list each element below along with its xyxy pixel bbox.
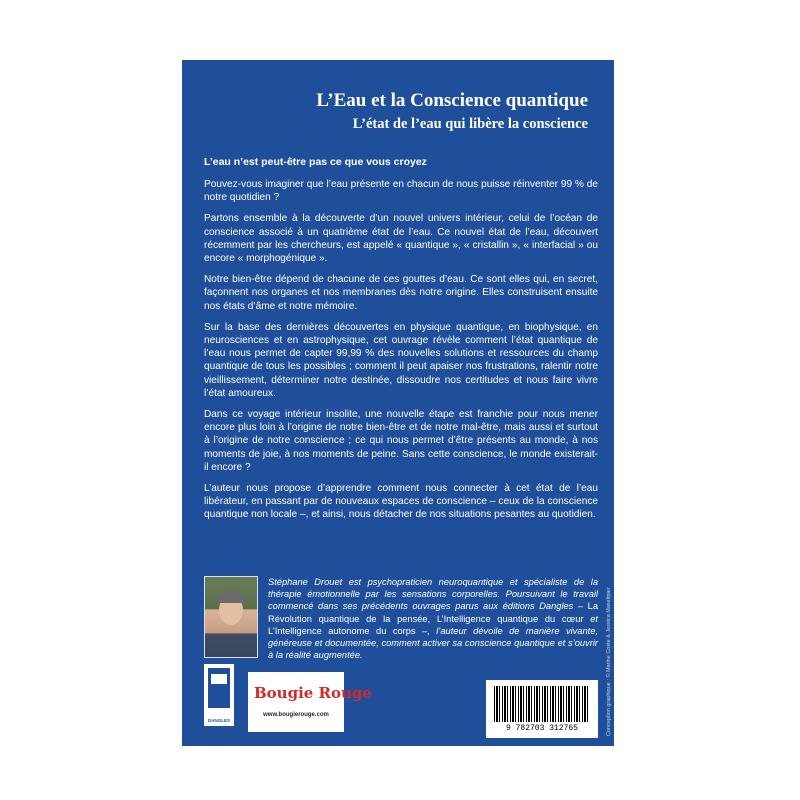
lead-heading: L’eau n’est peut-être pas ce que vous croyez	[204, 156, 427, 168]
paragraph: Dans ce voyage intérieur insolite, une nouvelle étape est franchie pour nous mener encore plus loin à l’origine de notre bien-être et de notre mal-être, mais aussi et surtout à l’origine de notre conscience ; ce qui nous permet d’être présents au monde, à nos moments de joie, à nos moments de peine. Sans cette conscience, le monde existerait-il encore ?	[204, 409, 598, 473]
paragraph: L’auteur nous propose d’apprendre comment nous connecter à cet état de l’eau libérateur, en passant par de nouveaux espaces de conscience – ceux de la conscience quantique non locale –, et ainsi, nous détacher de nos situations pesantes au quotidien.	[204, 483, 598, 521]
paragraph: Partons ensemble à la découverte d’un nouvel univers intérieur, celui de l’océan de conscience associé à un quatrième état de l’eau. Ce nouvel état de l’eau, découvert récemment par les chercheurs, est appelé « quantique », « cristallin », « interfacial » ou encore « morphogénique ».	[204, 213, 598, 265]
description-body	[204, 178, 598, 530]
book-subtitle: L’état de l’eau qui libère la conscience	[352, 116, 588, 132]
barcode-bars	[494, 686, 590, 722]
bio-book-title: L’Intelligence autonome du corps	[268, 625, 416, 636]
book-title: L’Eau et la Conscience quantique	[316, 90, 588, 111]
publisher-logo	[204, 664, 234, 726]
shop-brand: Bougie Rouge	[254, 684, 372, 702]
paragraph: Pouvez-vous imaginer que l’eau présente en chacun de nous puisse réinventer 99 % de notre quotidien ?	[204, 179, 598, 204]
shop-logo	[248, 672, 372, 732]
design-credit: Conception graphique : © Marine Coste & Jessica Maseltpier	[606, 587, 612, 736]
shop-url: www.bougierouge.com	[263, 712, 329, 718]
author-bio	[268, 576, 598, 661]
publisher-name: DANGLES	[207, 718, 230, 723]
paragraph: Notre bien-être dépend de chacune de ces gouttes d’eau. Ce sont elles qui, en secret, façonnent nos organes et nos membranes dès notre origine. Elles construisent ensuite nos états d’âme et notre mémoire.	[204, 274, 598, 312]
publisher-mark-icon	[208, 668, 230, 708]
isbn-number: 9 782703 312765	[505, 724, 578, 733]
bio-book-titles: La Révolution quantique de la pensée, L’Intelligence quantique du cœur	[268, 601, 598, 624]
paragraph: Sur la base des dernières découvertes en physique quantique, en biophysique, en neurosciences et en astrophysique, cet ouvrage révèle comment l’état quantique de l’eau nous permet de capter 99,99 % des nouvelles solutions et ressources du champ quantique de tous les possibles ; comment il peut apaiser nos frustrations, ralentir notre vieillissement, déterminer notre destinée, dissoudre nos certitudes et nous faire vivre l’état amoureux.	[204, 321, 598, 399]
bio-text: –, l’auteur dévoile de manière vivante, généreuse et documentée, comment activer sa conscience quantique et s’ouvrir à la réalité augmentée.	[268, 625, 598, 661]
author-hair	[218, 591, 244, 603]
bio-text: Stéphane Drouet est psychopraticien neuroquantique et spécialiste de la thérapie émotionnelle par les sensations corporelles. Poursuivant le travail commencé dans ses précédents ouvrages parus aux éditions Dangles –	[268, 577, 598, 612]
book-back-cover	[182, 60, 614, 746]
author-photo	[204, 576, 258, 658]
bio-text: et	[583, 613, 598, 624]
isbn-barcode	[486, 680, 598, 738]
